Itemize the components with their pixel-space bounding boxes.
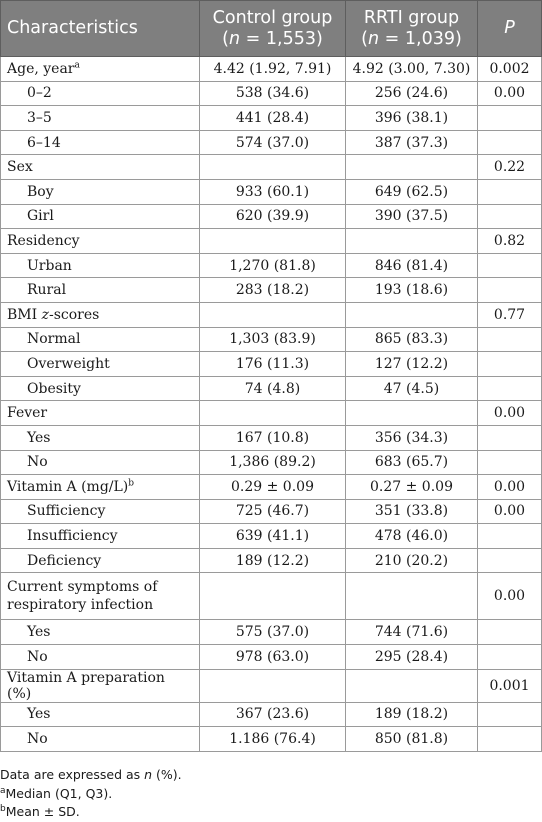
footnote-data-expression [0,766,542,785]
p-value [478,253,542,278]
rrti-value: 356 (34.3) [346,425,478,450]
row-label-text: Fever [7,405,48,422]
row-label-text: Vitamin A (mg/L) [7,478,129,495]
rrti-value: 4.92 (3.00, 7.30) [346,57,478,82]
rrti-value: 193 (18.6) [346,278,478,303]
row-footnote-marker: b [128,478,135,489]
rrti-value: 256 (24.6) [346,81,478,106]
row-label [1,425,200,450]
control-value: 978 (63.0) [200,645,346,670]
footnote-1-var: n [144,767,153,782]
p-value [478,130,542,155]
table-row [1,425,542,450]
p-value [478,204,542,229]
table-row [1,204,542,229]
p-value: 0.00 [478,81,542,106]
p-value [478,524,542,549]
row-label [1,475,200,500]
rrti-value: 210 (20.2) [346,548,478,573]
rrti-value: 0.27 ± 0.09 [346,475,478,500]
rrti-value [346,669,478,702]
rrti-n-var: n [368,28,380,49]
control-value: 574 (37.0) [200,130,346,155]
footnote-1-pre: Data are expressed as [0,767,145,782]
row-label [1,155,200,180]
p-value: 0.00 [478,499,542,524]
table-row [1,278,542,303]
control-value: 1,270 (81.8) [200,253,346,278]
control-value: 538 (34.6) [200,81,346,106]
control-value: 1.186 (76.4) [200,727,346,752]
rrti-value [346,573,478,620]
rrti-value: 295 (28.4) [346,645,478,670]
row-label-text: Vitamin A preparation (%) [7,669,165,702]
table-row [1,302,542,327]
control-n-prefix: ( [222,28,229,49]
table-row [1,81,542,106]
rrti-value: 683 (65.7) [346,450,478,475]
row-label-italic: z [41,306,49,323]
row-label [1,179,200,204]
footnote-b-marker: b [0,803,6,814]
rrti-value: 47 (4.5) [346,376,478,401]
row-label-text: Urban [27,257,72,274]
rrti-value: 390 (37.5) [346,204,478,229]
p-value [478,727,542,752]
table-row [1,702,542,727]
row-label [1,620,200,645]
row-label-text: No [27,454,48,471]
table-body [1,57,542,752]
footnote-a-marker: a [0,785,6,796]
control-value: 367 (23.6) [200,702,346,727]
footnote-a-text: Median (Q1, Q3). [5,785,113,801]
row-label [1,702,200,727]
row-label-text: Sufficiency [27,503,106,520]
row-label [1,302,200,327]
p-value [478,278,542,303]
row-label-text: 0–2 [27,85,52,102]
rrti-value: 387 (37.3) [346,130,478,155]
row-label-text: Current symptoms of respiratory infection [7,579,158,614]
table-row [1,727,542,752]
row-label [1,645,200,670]
rrti-value [346,229,478,254]
row-label [1,727,200,752]
table-row [1,524,542,549]
row-label [1,229,200,254]
table-row [1,130,542,155]
header-row [1,1,542,57]
control-value: 189 (12.2) [200,548,346,573]
footnote-b-text: Mean ± SD. [5,804,80,819]
row-label [1,499,200,524]
table-row [1,352,542,377]
control-value: 0.29 ± 0.09 [200,475,346,500]
row-label [1,57,200,82]
control-value: 283 (18.2) [200,278,346,303]
row-label [1,81,200,106]
control-value [200,229,346,254]
control-value: 933 (60.1) [200,179,346,204]
row-label [1,106,200,131]
row-footnote-marker: a [74,60,80,71]
row-label [1,278,200,303]
table-row [1,450,542,475]
row-label [1,352,200,377]
control-value: 167 (10.8) [200,425,346,450]
footnote-b [0,803,542,822]
control-value [200,401,346,426]
control-value: 441 (28.4) [200,106,346,131]
table-row [1,475,542,500]
control-value [200,669,346,702]
table-row [1,401,542,426]
row-label [1,130,200,155]
row-label-text: Girl [27,208,54,225]
control-value: 575 (37.0) [200,620,346,645]
row-label-text: 3–5 [27,109,52,126]
control-value: 620 (39.9) [200,204,346,229]
rrti-value [346,401,478,426]
rrti-value: 351 (33.8) [346,499,478,524]
p-value [478,352,542,377]
row-label [1,204,200,229]
control-value: 4.42 (1.92, 7.91) [200,57,346,82]
p-value: 0.77 [478,302,542,327]
rrti-n-prefix: ( [361,28,368,49]
p-value [478,702,542,727]
row-label-text: No [27,648,48,665]
rrti-value: 744 (71.6) [346,620,478,645]
footnote-a [0,785,542,804]
p-value [478,376,542,401]
control-value: 176 (11.3) [200,352,346,377]
control-title: Control group [212,7,333,28]
rrti-value: 396 (38.1) [346,106,478,131]
table-row [1,155,542,180]
p-value: 0.22 [478,155,542,180]
p-value: 0.001 [478,669,542,702]
header-rrti-group [346,1,478,57]
p-value [478,620,542,645]
row-label [1,253,200,278]
row-label [1,548,200,573]
row-label [1,669,200,702]
header-characteristics: Characteristics [1,1,200,57]
p-value [478,548,542,573]
row-label-text: Boy [27,183,54,200]
row-label-text: Sex [7,159,33,176]
rrti-value: 478 (46.0) [346,524,478,549]
row-label-text: Yes [27,706,51,723]
row-label [1,573,200,620]
row-label-text: Obesity [27,380,81,397]
rrti-title: RRTI group [363,7,460,28]
p-value [478,450,542,475]
p-value: 0.00 [478,401,542,426]
control-value: 1,303 (83.9) [200,327,346,352]
table-row [1,327,542,352]
table-row [1,179,542,204]
rrti-value: 850 (81.8) [346,727,478,752]
table-row [1,57,542,82]
row-label [1,401,200,426]
control-n-value: = 1,553) [240,28,323,49]
p-value [478,645,542,670]
rrti-value [346,155,478,180]
table-row [1,645,542,670]
table-row [1,229,542,254]
rrti-value: 649 (62.5) [346,179,478,204]
row-label [1,376,200,401]
rrti-value: 189 (18.2) [346,702,478,727]
control-value: 725 (46.7) [200,499,346,524]
control-value [200,573,346,620]
table-row [1,573,542,620]
row-label [1,524,200,549]
row-label-text: Residency [7,232,80,249]
table-row [1,548,542,573]
row-label-text: Age, year [7,60,75,77]
p-value [478,327,542,352]
footnote-1-post: (%). [152,767,182,782]
row-label-text: Yes [27,429,51,446]
table-row [1,106,542,131]
header-control-group [200,1,346,57]
p-value: 0.00 [478,573,542,620]
rrti-value: 127 (12.2) [346,352,478,377]
p-value [478,106,542,131]
row-label [1,450,200,475]
control-value: 639 (41.1) [200,524,346,549]
row-label-text: Overweight [27,355,110,372]
control-value: 1,386 (89.2) [200,450,346,475]
table-row [1,253,542,278]
rrti-n-value: = 1,039) [379,28,462,49]
rrti-value: 865 (83.3) [346,327,478,352]
rrti-value: 846 (81.4) [346,253,478,278]
rrti-value [346,302,478,327]
p-value: 0.00 [478,475,542,500]
table-row [1,376,542,401]
row-label-text: No [27,731,48,748]
table-footnotes [0,766,542,822]
header-p-value: P [478,1,542,57]
row-label [1,327,200,352]
row-label-text: Rural [27,282,67,299]
p-value: 0.82 [478,229,542,254]
row-label-text: 6–14 [27,134,61,151]
table-row [1,620,542,645]
table-row [1,499,542,524]
row-label-text: Normal [27,331,81,348]
row-label-pre: BMI [7,306,42,323]
control-value [200,155,346,180]
row-label-text: Yes [27,624,51,641]
row-label-text: Insufficiency [27,528,118,545]
p-value [478,179,542,204]
control-value [200,302,346,327]
row-label-post: -scores [49,306,100,323]
p-value [478,425,542,450]
row-label-text: Deficiency [27,552,102,569]
control-value: 74 (4.8) [200,376,346,401]
p-value: 0.002 [478,57,542,82]
table-row [1,669,542,702]
control-n-var: n [229,28,241,49]
